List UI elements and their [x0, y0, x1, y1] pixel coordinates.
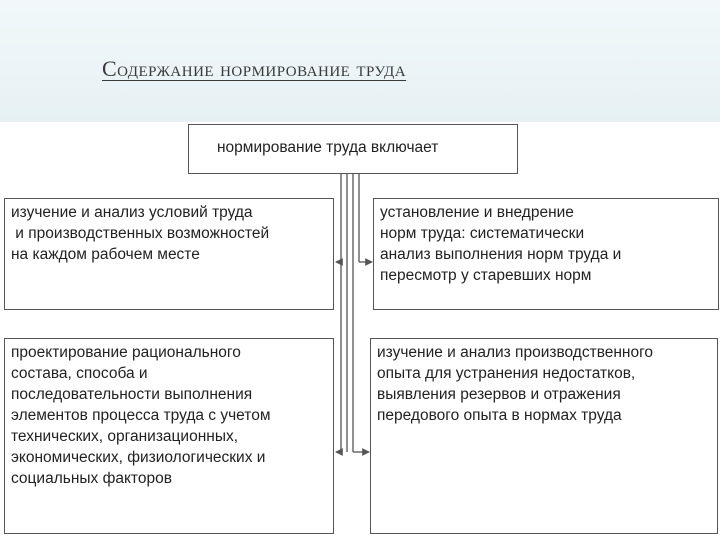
right-bottom-line-1: изучение и анализ производственного — [377, 344, 654, 361]
right-top-line-1: установление и внедрение — [380, 204, 574, 221]
right-bottom-line-4: передового опыта в нормах труда — [377, 407, 622, 424]
left-top-line-1: изучение и анализ условий труда — [11, 204, 253, 221]
left-bottom-line-7: социальных факторов — [11, 470, 172, 487]
left-bottom-box — [4, 338, 334, 534]
left-bottom-line-3: последовательности выполнения — [11, 386, 253, 403]
left-top-box — [4, 198, 334, 310]
right-bottom-line-2: опыта для устранения недостатков, — [377, 365, 636, 382]
left-bottom-line-2: состава, способа и — [11, 365, 148, 382]
left-bottom-line-6: экономических, физиологических и — [11, 449, 266, 466]
top-box — [188, 124, 518, 174]
left-top-line-3: на каждом рабочем месте — [11, 246, 200, 263]
left-bottom-line-1: проектирование рационального — [11, 344, 241, 361]
right-top-line-4: пересмотр у старевших норм — [380, 267, 592, 284]
right-bottom-box — [370, 338, 718, 534]
top-box-line: нормирование труда включает — [217, 139, 439, 156]
left-bottom-line-4: элементов процесса труда с учетом — [11, 407, 271, 424]
right-top-line-3: анализ выполнения норм труда и — [380, 246, 622, 263]
right-top-box — [373, 198, 719, 310]
left-bottom-line-5: технических, организационных, — [11, 428, 239, 445]
right-bottom-line-3: выявления резервов и отражения — [377, 386, 621, 403]
slide-title: Содержание нормирование труда — [102, 56, 407, 81]
right-top-line-2: норм труда: систематически — [380, 225, 585, 242]
left-top-line-2: и производственных возможностей — [11, 225, 270, 242]
